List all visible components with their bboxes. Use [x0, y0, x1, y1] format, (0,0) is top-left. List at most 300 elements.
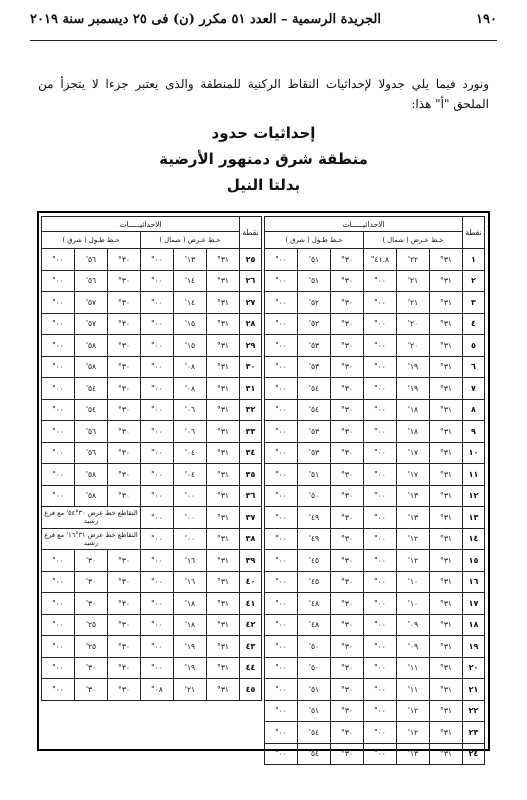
coordinate-cell: ١٢' [397, 528, 430, 550]
coordinate-cell: ٥٣' [298, 421, 331, 443]
coordinate-cell: ١٠' [397, 571, 430, 593]
coordinate-cell: ٠٨' [174, 378, 207, 400]
coordinate-cell: ٣١° [430, 464, 463, 486]
table-row [264, 356, 484, 378]
coordinate-cell: ١٨' [174, 593, 207, 615]
coordinate-cell: ٢٥' [75, 614, 108, 636]
table-row [41, 485, 261, 507]
coordinate-cell: ٣٠' [75, 657, 108, 679]
coordinate-cell: ١٩' [174, 657, 207, 679]
coordinate-cell: ٥٣' [298, 442, 331, 464]
point-number-cell: ٣٧ [240, 507, 262, 529]
point-header: نقطة [240, 217, 262, 249]
coordinate-cell: ٣١° [430, 700, 463, 722]
coordinate-cell: ٣١° [207, 335, 240, 357]
coordinate-cell: ٤٨' [298, 614, 331, 636]
coordinate-cell: ٣٠° [331, 722, 364, 744]
intersection-note-cell: النقاطع خط عرض ٣١°١٦' مع فرع رشيد [41, 528, 140, 550]
coordinate-cell: ٣٠° [331, 528, 364, 550]
coordinate-cell: ٣١° [430, 378, 463, 400]
coordinate-cell: ٠٠" [364, 485, 397, 507]
table-row [264, 593, 484, 615]
coordinate-cell: ٣١° [207, 679, 240, 701]
coordinate-cell: ٠٠" [364, 399, 397, 421]
coordinates-header: الاحداثيـــــات [264, 217, 462, 232]
right-coordinates-table [265, 216, 485, 759]
table-row [41, 399, 261, 421]
coordinate-cell: ٠٠" [141, 528, 174, 550]
coordinate-cell: ٠٠" [264, 442, 297, 464]
coordinate-cell: ٤٥' [298, 550, 331, 572]
point-number-cell: ٤٢ [240, 614, 262, 636]
coordinate-cell: ٠٠" [41, 270, 74, 292]
coordinate-cell: ٣١° [207, 507, 240, 529]
coordinate-cell: ٥٢' [298, 313, 331, 335]
table-row [264, 335, 484, 357]
coordinate-cell: ٢٠' [397, 313, 430, 335]
coordinate-cell: ٠٠" [141, 550, 174, 572]
left-coordinates-table [42, 216, 262, 748]
coordinate-cell: ٠٠' [174, 485, 207, 507]
table-row [264, 507, 484, 529]
coordinate-cell: ١٩' [397, 378, 430, 400]
coordinate-cell: ٣١° [207, 485, 240, 507]
coordinate-cell: ٤٩' [298, 507, 331, 529]
coordinate-cell: ٣٠° [331, 335, 364, 357]
coordinate-cell: ٣١° [430, 292, 463, 314]
coordinate-cell: ٤١.٨" [364, 249, 397, 271]
coordinate-cell: ٣١° [207, 657, 240, 679]
table-row [41, 464, 261, 486]
coordinate-cell: ٠٠" [141, 270, 174, 292]
coordinate-cell: ٣١° [430, 270, 463, 292]
coordinate-cell: ٣٠° [108, 614, 141, 636]
coordinate-cell: ٣٠' [75, 679, 108, 701]
point-number-cell: ٣٣ [240, 421, 262, 443]
coordinate-cell: ٥١' [298, 700, 331, 722]
coordinate-cell: ٠٠" [264, 722, 297, 744]
table-row [264, 421, 484, 443]
coordinate-cell: ٣١° [430, 722, 463, 744]
coordinate-cell: ٠٠" [264, 700, 297, 722]
point-number-cell: ٢٩ [240, 335, 262, 357]
coordinate-cell: ٣١° [430, 399, 463, 421]
coordinate-cell: ٣١° [207, 270, 240, 292]
coordinates-frame [37, 211, 490, 759]
coordinate-cell: ٣٠° [331, 593, 364, 615]
coordinate-cell: ٠٠" [364, 614, 397, 636]
table-row [41, 636, 261, 658]
point-number-cell: ٢٠ [463, 657, 485, 679]
coordinate-cell: ٣١° [207, 399, 240, 421]
coordinate-cell: ٥٧' [75, 313, 108, 335]
point-number-cell: ٩ [463, 421, 485, 443]
coordinate-cell: ٠٩' [397, 636, 430, 658]
coordinate-cell: ١٢' [397, 722, 430, 744]
coordinate-cell: ٠٠" [141, 571, 174, 593]
coordinate-cell: ٠٠" [364, 335, 397, 357]
point-number-cell: ٤٣ [240, 636, 262, 658]
table-row [264, 313, 484, 335]
coordinate-cell: ١٣' [397, 507, 430, 529]
table-row [264, 464, 484, 486]
page-number: ١٩٠ [476, 11, 497, 27]
coordinate-cell: ٣١° [207, 464, 240, 486]
coordinate-cell: ١٩' [397, 356, 430, 378]
coordinate-cell: ٣١° [430, 313, 463, 335]
table-row [41, 679, 261, 701]
coordinate-cell: ٠٠" [364, 636, 397, 658]
coordinate-cell: ٠٠" [364, 700, 397, 722]
coordinate-cell: ١٣' [174, 249, 207, 271]
coordinate-cell: ٠٠" [41, 636, 74, 658]
coordinate-cell: ٠٠" [264, 378, 297, 400]
coordinate-cell: ٠٠" [141, 507, 174, 529]
coordinate-cell: ٣٠° [108, 270, 141, 292]
coordinate-cell: ٥٦' [75, 442, 108, 464]
coordinate-cell: ١٥' [174, 335, 207, 357]
coordinate-cell: ٠٠" [141, 464, 174, 486]
point-number-cell: ١٧ [463, 593, 485, 615]
point-number-cell: ١٩ [463, 636, 485, 658]
coordinate-cell: ٣١° [207, 421, 240, 443]
table-row [41, 657, 261, 679]
coordinate-cell: ٠٠" [41, 679, 74, 701]
table-row [264, 657, 484, 679]
point-number-cell: ١٦ [463, 571, 485, 593]
coordinate-cell: ٣٠° [108, 442, 141, 464]
coordinate-cell: ٠٠" [264, 313, 297, 335]
coordinate-cell: ٠٠" [264, 335, 297, 357]
latitude-header: خـط عـرض ( شمال ) [141, 232, 240, 249]
point-number-cell: ٤٥ [240, 679, 262, 701]
point-number-cell: ٥ [463, 335, 485, 357]
coordinate-cell: ٠٠" [41, 485, 74, 507]
point-number-cell: ٧ [463, 378, 485, 400]
table-row [264, 249, 484, 271]
point-number-cell: ٢٣ [463, 722, 485, 744]
point-number-cell: ٦ [463, 356, 485, 378]
point-number-cell: ٤ [463, 313, 485, 335]
coordinate-cell: ٥٤' [298, 722, 331, 744]
table-row [264, 700, 484, 722]
coordinate-cell: ٠٤' [174, 442, 207, 464]
coordinate-cell: ٥٤' [298, 399, 331, 421]
coordinate-cell: ١٣' [397, 485, 430, 507]
point-number-cell: ٢٧ [240, 292, 262, 314]
table-row [264, 485, 484, 507]
coordinate-cell: ٥٢' [298, 292, 331, 314]
coordinate-cell: ٠٠' [174, 528, 207, 550]
point-number-cell: ٣٤ [240, 442, 262, 464]
coordinate-cell: ٣٠° [108, 571, 141, 593]
point-number-cell: ٤٠ [240, 571, 262, 593]
coordinate-cell: ١٨' [397, 399, 430, 421]
coordinate-cell: ٠٠" [41, 399, 74, 421]
coordinate-cell: ٠٠" [41, 249, 74, 271]
coordinate-cell: ٣٠° [331, 485, 364, 507]
coordinate-cell: ٠٠" [41, 356, 74, 378]
point-number-cell: ٢٤ [463, 743, 485, 765]
coordinate-cell: ٣١° [430, 421, 463, 443]
coordinate-cell: ٠٠" [264, 249, 297, 271]
coordinate-cell: ١٠' [397, 593, 430, 615]
coordinate-cell: ٣٠° [331, 657, 364, 679]
table-row [41, 507, 261, 529]
coordinate-cell: ٠٠" [264, 528, 297, 550]
coordinate-cell: ٣٠° [108, 378, 141, 400]
point-number-cell: ٣٥ [240, 464, 262, 486]
table-row [41, 550, 261, 572]
coordinate-cell: ٣١° [207, 378, 240, 400]
table-row [264, 743, 484, 765]
coordinate-cell: ٣٠° [331, 421, 364, 443]
coordinate-cell: ٠٠" [141, 335, 174, 357]
coordinate-cell: ٠٠" [141, 636, 174, 658]
coordinate-cell: ٠٠" [141, 421, 174, 443]
coordinate-cell: ٠٠" [364, 657, 397, 679]
point-number-cell: ١ [463, 249, 485, 271]
table-row [41, 614, 261, 636]
title-line-2: منطقة شرق دمنهور الأرضية [159, 150, 368, 168]
coordinate-cell: ٠٠" [141, 378, 174, 400]
coordinate-cell: ٠٠" [364, 421, 397, 443]
coordinate-cell: ٣١° [207, 313, 240, 335]
coordinate-cell: ٢٢' [397, 249, 430, 271]
coordinate-cell: ٣٠° [331, 442, 364, 464]
point-number-cell: ١٨ [463, 614, 485, 636]
coordinate-cell: ٢١' [397, 270, 430, 292]
coordinate-cell: ٠٠" [41, 657, 74, 679]
coordinate-cell: ٠٠" [264, 636, 297, 658]
coordinate-cell: ٥٨' [75, 335, 108, 357]
coordinate-cell: ٠٤' [174, 464, 207, 486]
coordinate-cell: ١٦' [174, 550, 207, 572]
coordinate-cell: ٣٠° [331, 679, 364, 701]
coordinate-cell: ٥٧' [75, 292, 108, 314]
coordinate-cell: ٠٠" [364, 270, 397, 292]
coordinate-cell: ٣٠° [108, 249, 141, 271]
coordinate-cell: ١٦' [174, 571, 207, 593]
coordinate-cell: ٣٠° [331, 550, 364, 572]
coordinate-cell: ٥٨' [75, 485, 108, 507]
coordinate-cell: ٠٠" [364, 722, 397, 744]
title-line-3: بدلتا النيل [226, 176, 301, 194]
coordinate-cell: ٠٠" [364, 679, 397, 701]
coordinate-cell: ١٣' [397, 743, 430, 765]
coordinate-cell: ٣٠° [108, 292, 141, 314]
table-row [41, 528, 261, 550]
point-number-cell: ٨ [463, 399, 485, 421]
coordinate-cell: ٣٠° [108, 421, 141, 443]
coordinate-cell: ٠٠" [141, 657, 174, 679]
table-row [41, 335, 261, 357]
coordinate-cell: ٠٠" [264, 571, 297, 593]
coordinate-cell: ٠٠" [264, 270, 297, 292]
coordinate-cell: ٣١° [430, 657, 463, 679]
point-number-cell: ٣١ [240, 378, 262, 400]
coordinate-cell: ٠٠" [264, 399, 297, 421]
coordinate-cell: ٥٦' [75, 421, 108, 443]
coordinate-cell: ١٧' [397, 464, 430, 486]
coordinate-cell: ٠٠" [264, 421, 297, 443]
latitude-header: خـط عـرض ( شمال ) [364, 232, 463, 249]
coordinate-cell: ١٢' [397, 550, 430, 572]
point-number-cell: ٢٥ [240, 249, 262, 271]
point-number-cell: ٢٢ [463, 700, 485, 722]
coordinate-cell: ٣٠° [108, 550, 141, 572]
coordinate-cell: ٥٣' [298, 335, 331, 357]
coordinate-cell: ٥٦' [75, 270, 108, 292]
coordinate-cell: ٣٠° [108, 464, 141, 486]
coordinate-cell: ١١' [397, 657, 430, 679]
coordinate-cell: ٣١° [430, 550, 463, 572]
coordinate-cell: ٠٠" [364, 571, 397, 593]
point-number-cell: ٣٠ [240, 356, 262, 378]
coordinate-cell: ٥٠' [298, 485, 331, 507]
coordinate-cell: ٠٠" [141, 292, 174, 314]
coordinate-cell: ٤٥' [298, 571, 331, 593]
table-row [41, 421, 261, 443]
coordinate-cell: ٣١° [207, 528, 240, 550]
longitude-header: خـط طـول ( شرق ) [41, 232, 140, 249]
coordinate-cell: ٠٠" [41, 335, 74, 357]
coordinate-cell: ٣٠° [331, 378, 364, 400]
coordinate-cell: ٣٠° [331, 356, 364, 378]
table-row [264, 636, 484, 658]
coordinate-cell: ٠٠" [364, 743, 397, 765]
intersection-note-cell: النقاطع خط عرض ٣٠°٥٤' مع فرع رشيد [41, 507, 140, 529]
coordinate-cell: ٣٠° [331, 292, 364, 314]
coordinate-cell: ٣٠° [108, 313, 141, 335]
coordinate-cell: ٤٩' [298, 528, 331, 550]
coordinate-cell: ٣٠° [108, 399, 141, 421]
coordinate-cell: ٣٠° [331, 507, 364, 529]
coordinate-cell: ٥٤' [298, 378, 331, 400]
point-number-cell: ١١ [463, 464, 485, 486]
table-row [41, 313, 261, 335]
coordinate-cell: ٠٠" [264, 679, 297, 701]
coordinate-cell: ٠٠" [41, 571, 74, 593]
table-row [41, 571, 261, 593]
coordinate-cell: ٣١° [207, 442, 240, 464]
coordinate-cell: ٢١' [174, 679, 207, 701]
coordinate-cell: ٣١° [207, 249, 240, 271]
coordinate-cell: ٥٦' [75, 249, 108, 271]
coordinate-cell: ٣٠' [75, 550, 108, 572]
coordinate-cell: ٥٨' [75, 464, 108, 486]
point-number-cell: ٣٩ [240, 550, 262, 572]
coordinate-cell: ٠٠" [264, 550, 297, 572]
coordinate-cell: ٠٠" [264, 657, 297, 679]
coordinate-cell: ٣١° [430, 679, 463, 701]
coordinate-cell: ٤٨' [298, 593, 331, 615]
coordinate-cell: ٠٠" [264, 464, 297, 486]
left-table-body [41, 249, 261, 701]
coordinate-cell: ٣١° [207, 550, 240, 572]
coordinate-cell: ٣١° [430, 356, 463, 378]
table-row [264, 550, 484, 572]
coordinate-cell: ٥٣' [298, 356, 331, 378]
coordinate-cell: ٠٠" [264, 485, 297, 507]
coordinate-cell: ٠٠" [264, 292, 297, 314]
coordinate-cell: ٠٠" [141, 249, 174, 271]
coordinate-cell: ٥٤' [298, 743, 331, 765]
coordinates-table [41, 216, 262, 701]
point-number-cell: ١٣ [463, 507, 485, 529]
table-row [41, 593, 261, 615]
coordinate-cell: ٠٠" [41, 378, 74, 400]
coordinate-cell: ٣٠° [331, 399, 364, 421]
coordinate-cell: ١٤' [174, 270, 207, 292]
coordinate-cell: ١٢' [397, 700, 430, 722]
coordinate-cell: ٠٠" [364, 313, 397, 335]
coordinate-cell: ٣١° [430, 636, 463, 658]
intro-paragraph: ونورد فيما يلي جدولا لإحداثيات النقاط الركنية للمنطقة والذى يعتبر جزءا لا يتجزأ من الملحق "أ" هذا: [38, 77, 489, 111]
coordinate-cell: ٥٤' [75, 399, 108, 421]
coordinate-cell: ٣١° [207, 292, 240, 314]
coordinate-cell: ٣٠° [108, 593, 141, 615]
point-number-cell: ١٢ [463, 485, 485, 507]
coordinate-cell: ٠٠" [364, 528, 397, 550]
coordinate-cell: ٠٠" [141, 442, 174, 464]
coordinate-cell: ٢١' [397, 292, 430, 314]
point-number-cell: ٤١ [240, 593, 262, 615]
point-number-cell: ٢٦ [240, 270, 262, 292]
coordinate-cell: ٣١° [430, 442, 463, 464]
coordinate-cell: ٣١° [430, 249, 463, 271]
coordinate-cell: ٠٠" [41, 593, 74, 615]
point-number-cell: ١٠ [463, 442, 485, 464]
coordinate-cell: ٣٠° [331, 313, 364, 335]
coordinate-cell: ٠٠" [41, 442, 74, 464]
coordinate-cell: ٣٠° [331, 614, 364, 636]
coordinate-cell: ٠٠" [364, 442, 397, 464]
coordinate-cell: ١٨' [397, 421, 430, 443]
coordinate-cell: ٠٠" [141, 313, 174, 335]
point-number-cell: ٢٨ [240, 313, 262, 335]
coordinate-cell: ٠٠" [264, 593, 297, 615]
point-number-cell: ١٤ [463, 528, 485, 550]
coordinate-cell: ٠٠" [141, 614, 174, 636]
coordinate-cell: ٣٠° [108, 485, 141, 507]
table-row [41, 270, 261, 292]
coordinate-cell: ٠٠" [264, 743, 297, 765]
coordinate-cell: ٣٠' [75, 593, 108, 615]
coordinate-cell: ٣١° [430, 485, 463, 507]
table-row [264, 679, 484, 701]
running-title: الجريدة الرسمية – العدد ٥١ مكرر (ن) فى ٢٥ ديسمبر سنة ٢٠١٩ [30, 11, 381, 27]
table-row [264, 270, 484, 292]
header-rule [30, 40, 497, 41]
coordinate-cell: ١٥' [174, 313, 207, 335]
coordinate-cell: ٣١° [430, 593, 463, 615]
coordinate-cell: ٠٦' [174, 399, 207, 421]
table-row [264, 614, 484, 636]
coordinate-cell: ٣٠° [108, 636, 141, 658]
table-row [41, 356, 261, 378]
coordinate-cell: ٣٠° [108, 356, 141, 378]
coordinate-cell: ٣٠° [108, 657, 141, 679]
coordinate-cell: ٠٠" [264, 614, 297, 636]
coordinate-cell: ٠٠" [141, 593, 174, 615]
title-line-1: إحداثيات حدود [211, 124, 316, 142]
coordinate-cell: ٠٠" [264, 356, 297, 378]
table-row [264, 571, 484, 593]
title-block [0, 120, 527, 198]
coordinate-cell: ٠٠" [364, 356, 397, 378]
coordinate-cell: ١٨' [174, 614, 207, 636]
